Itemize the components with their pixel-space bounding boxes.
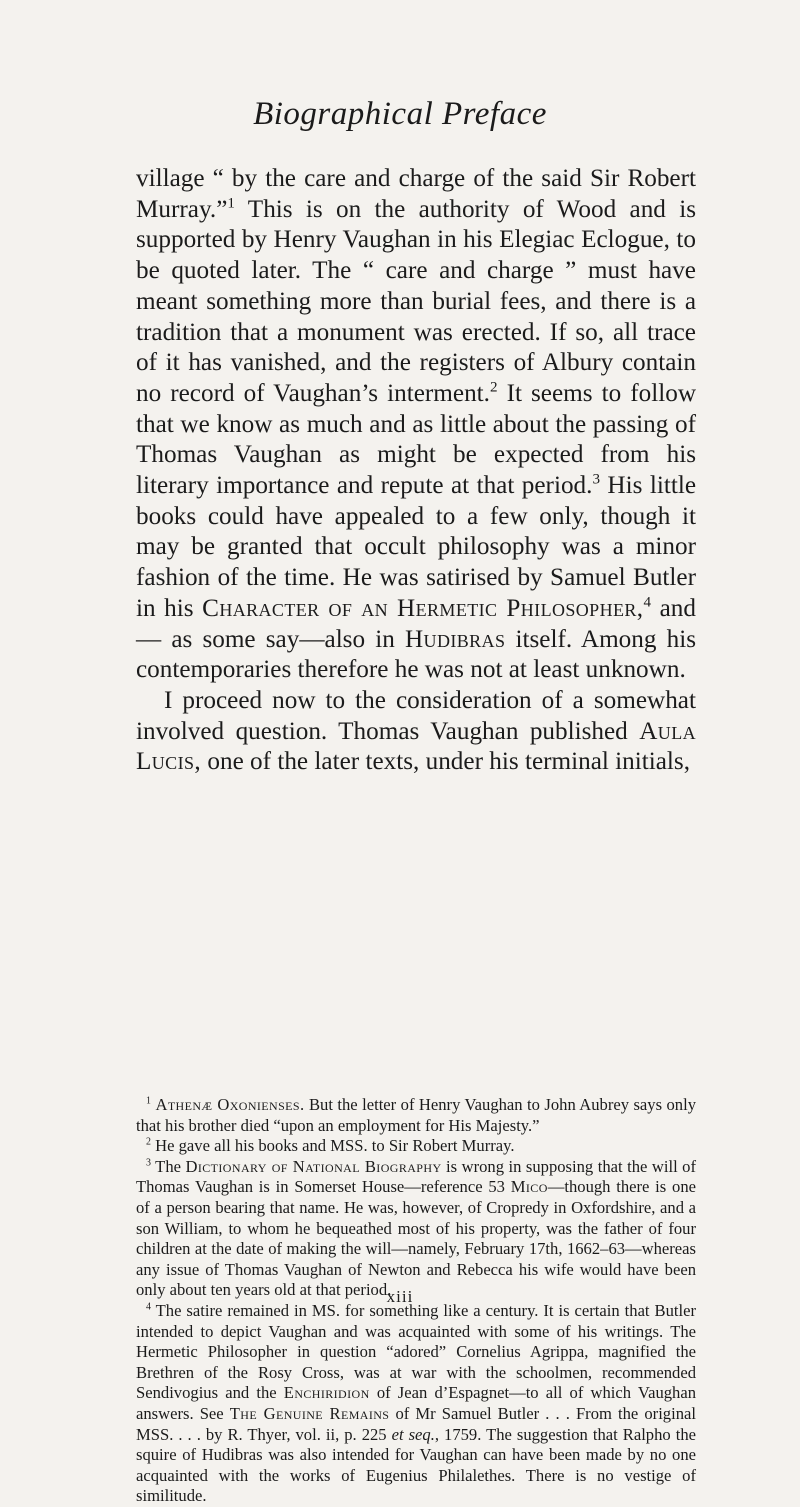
paragraph-1: village “ by the care and charge of the said Sir Robert Murray.”$^1$ This is on the authority of Wood and is supported by Henry Vaughan in his Elegiac Eclogue, to be quoted later. The “ care and charge ” must have meant something more than burial fees, and there is a tradition that a monument was erected. If so, all trace of it has vanished, and the registers of Albury contain no record of Vaughan’s interment.$^2$ It seems to follow that we know as much and as little about the passing of Thomas Vaughan as might be expected from his literary importance and repute at that period.$^3$ His little books could have appealed to a few only, though it may be granted that occult philosophy was a minor fashion of the time. He was satirised by Samuel Butler in his Character of an Hermetic Philosopher,$^4$ and — as some say—also in Hudibras itself. Among his contemporaries therefore he was not at least unknown. bbox=[136, 165, 697, 684]
footnote-ref-3: 3 bbox=[592, 471, 600, 488]
footnote-2: $^2$ He gave all his books and MSS. to Sir Robert Murray. bbox=[146, 1136, 515, 1156]
footnote-3: $^3$ The Dictionary of National Biography is wrong in supposing that the will of Thomas Vaughan is in Somerset House—reference 53 Mico—though there is one of a person bearing that name. He was, however, of Cropredy in Oxfordshire, and a son William, to whom he bequeathed most of his property, was the father of four children at the date of making the will—namely, February 17th, 1662–63—whereas any issue of Thomas Vaughan of Newton and Rebecca his wife would have been only about ten years old at that period. bbox=[136, 1156, 697, 1300]
work-title-aula-lucis: Aula Lucis, bbox=[136, 717, 696, 776]
work-title-character: Character of an Hermetic Philosopher, bbox=[202, 594, 644, 622]
work-title-hudibras: Hudibras bbox=[404, 625, 506, 653]
page-number: xiii bbox=[386, 1287, 414, 1306]
footnote-4: $^4$ The satire remained in MS. for something like a century. It is certain that Butler intended to depict Vaughan and was acquainted with some of his writings. The Hermetic Philosopher in question “adored” Cornelius Agrippa, magnified the Brethren of the Rosy Cross, was at war with the schoolmen, recommended Sendivogius and the Enchiridion of Jean d’Espagnet—to all of which Vaughan answers. See The Genuine Remains of Mr Samuel Butler . . . From the original MSS. . . . by R. Thyer, vol. ii, p. 225 et seq., 1759. The suggestion that Ralpho the squire of Hudibras was also intended for Vaughan can have been made by no one acquainted with the works of Eugenius Philalethes. There is no vestige of similitude. bbox=[136, 1300, 696, 1506]
running-header: Biographical Preface bbox=[253, 96, 547, 132]
footnote-ref-2: 2 bbox=[489, 379, 498, 396]
footnote-ref-1: 1 bbox=[227, 195, 235, 212]
footnote-1: $^1$ Athenæ Oxonienses. But the letter of Henry Vaughan to John Aubrey says only that his brother died “upon an employment for His Majesty.” bbox=[136, 1095, 696, 1135]
footnote-ref-4: 4 bbox=[643, 594, 652, 611]
main-text bbox=[136, 164, 696, 778]
paragraph-2: I proceed now to the consideration of a somewhat involved question. Thomas Vaughan published Aula Lucis, one of the later texts, under his terminal initials, bbox=[136, 686, 696, 776]
